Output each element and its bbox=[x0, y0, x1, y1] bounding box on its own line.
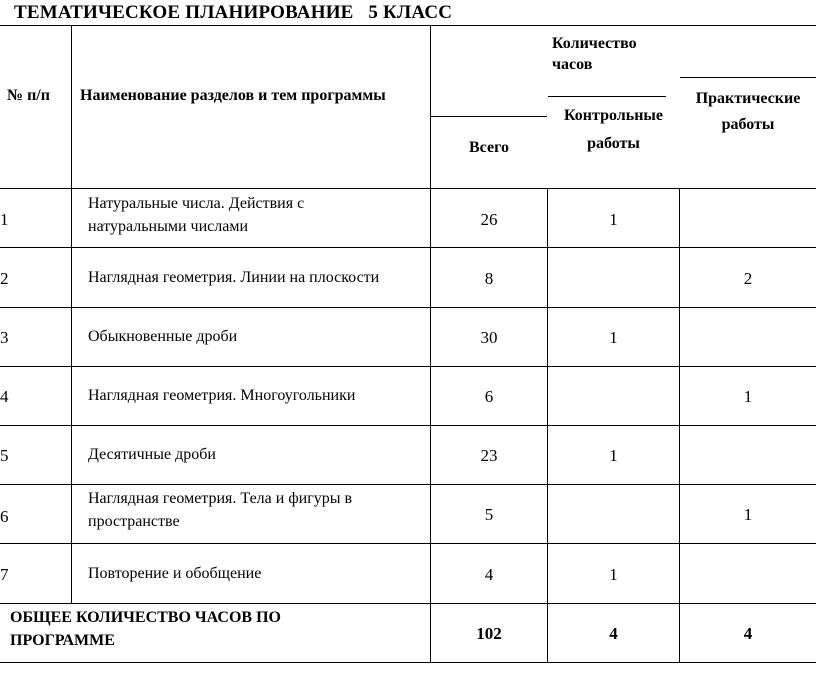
header-practical-line1: Практические bbox=[695, 90, 801, 107]
row-number: 4 bbox=[0, 387, 9, 406]
row-number: 1 bbox=[0, 210, 9, 229]
row-control: 1 bbox=[609, 328, 618, 347]
header-hours-line1: Количество bbox=[552, 35, 637, 52]
column-divider bbox=[547, 188, 548, 663]
row-total: 5 bbox=[484, 505, 494, 524]
row-control: 1 bbox=[609, 446, 618, 465]
column-divider bbox=[679, 188, 680, 663]
footer-practical: 4 bbox=[743, 624, 753, 643]
row-control: 1 bbox=[609, 565, 618, 584]
row-name-line1: Наглядная геометрия. Тела и фигуры в bbox=[88, 490, 353, 507]
row-number: 5 bbox=[0, 446, 9, 465]
header-bottom-border bbox=[0, 188, 816, 189]
row-practical: 2 bbox=[743, 269, 753, 288]
row-name-line1: Десятичные дроби bbox=[88, 446, 216, 463]
header-practical-line2: работы bbox=[721, 116, 775, 133]
header-subline bbox=[680, 77, 816, 78]
table-bottom-border bbox=[0, 662, 816, 663]
header-subline bbox=[548, 96, 666, 97]
row-number: 2 bbox=[0, 269, 9, 288]
row-divider bbox=[0, 366, 816, 367]
header-hours-line2: часов bbox=[552, 56, 593, 73]
row-total: 26 bbox=[480, 210, 498, 229]
footer-control: 4 bbox=[609, 624, 618, 643]
row-total: 8 bbox=[484, 269, 494, 288]
header-control-line1: Контрольные bbox=[563, 107, 663, 124]
page-title: ТЕМАТИЧЕСКОЕ ПЛАНИРОВАНИЕ 5 КЛАСС bbox=[14, 2, 453, 23]
table-top-border bbox=[0, 25, 816, 26]
footer-label-line2: ПРОГРАММЕ bbox=[10, 632, 115, 649]
row-divider bbox=[0, 543, 816, 544]
footer-label-line1: ОБЩЕЕ КОЛИЧЕСТВО ЧАСОВ ПО bbox=[10, 609, 281, 626]
row-practical: 1 bbox=[743, 387, 753, 406]
header-total: Всего bbox=[469, 139, 509, 156]
row-total: 6 bbox=[484, 387, 494, 406]
header-name: Наименование разделов и тем программы bbox=[80, 87, 386, 104]
row-total: 4 bbox=[484, 565, 494, 584]
row-control: 1 bbox=[609, 210, 618, 229]
row-divider bbox=[0, 603, 816, 604]
row-divider bbox=[0, 484, 816, 485]
row-total: 23 bbox=[480, 446, 498, 465]
row-number: 3 bbox=[0, 328, 9, 347]
row-name-line2: натуральными числами bbox=[88, 218, 249, 235]
header-control-line2: работы bbox=[587, 135, 640, 152]
row-total: 30 bbox=[480, 328, 498, 347]
row-name-line1: Обыкновенные дроби bbox=[88, 328, 238, 345]
row-name-line1: Повторение и обобщение bbox=[88, 565, 262, 582]
footer-total: 102 bbox=[476, 624, 502, 643]
header-subline bbox=[430, 116, 547, 117]
row-practical: 1 bbox=[743, 505, 753, 524]
column-divider bbox=[71, 25, 72, 603]
row-divider bbox=[0, 247, 816, 248]
row-name-line1: Наглядная геометрия. Многоугольники bbox=[88, 387, 356, 404]
row-number: 7 bbox=[0, 565, 9, 584]
row-name-line2: пространстве bbox=[88, 513, 180, 530]
row-divider bbox=[0, 425, 816, 426]
header-num: № п/п bbox=[7, 87, 50, 104]
row-name-line1: Натуральные числа. Действия с bbox=[88, 195, 305, 212]
row-divider bbox=[0, 307, 816, 308]
row-name-line1: Наглядная геометрия. Линии на плоскости bbox=[88, 269, 380, 286]
row-number: 6 bbox=[0, 507, 9, 526]
